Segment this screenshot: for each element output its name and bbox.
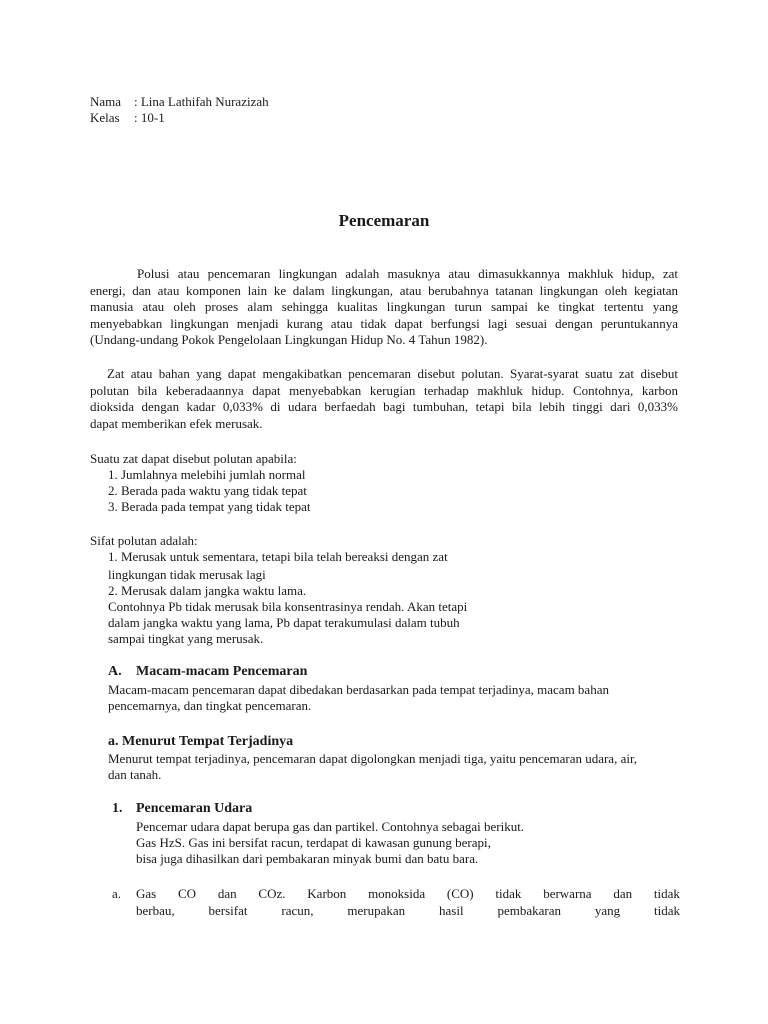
item-a-line-2 [136,903,680,920]
properties-intro: Sifat polutan adalah: [90,533,198,548]
word: hasil [439,903,464,918]
paragraph-line: Polusi atau pencemaran lingkungan adalah masuknya atau dimasukkannya makhluk hidup, zat [137,266,678,281]
item-a-line-1 [136,886,680,903]
section-1-marker: 1. [112,801,123,816]
word: tidak [653,886,680,901]
paragraph-pollutant [90,366,678,432]
paragraph-line: Zat atau bahan yang dapat mengakibatkan pencemaran disebut polutan. Syarat-syarat suatu zat disebut [107,366,678,381]
section-a-marker: A. [108,664,122,679]
name-row [90,94,269,111]
word: monoksida [368,886,426,901]
list-item: dalam jangka waktu yang lama, Pb dapat terakumulasi dalam tubuh [108,615,460,630]
section-1-line: bisa juga dihasilkan dari pembakaran minyak bumi dan batu bara. [136,851,479,866]
paragraph-line: polutan bila keberadaannya dapat menyebabkan kerugian terhadap makhluk hidup. Contohnya, karbon [90,382,678,398]
subsection-a-line: Menurut tempat terjadinya, pencemaran dapat digolongkan menjadi tiga, yaitu pencemaran udara, air, [108,751,638,766]
name-label: Nama [90,94,122,109]
list-item: 3. Berada pada tempat yang tidak tepat [108,499,311,514]
word: bersifat [208,903,248,918]
conditions-intro: Suatu zat dapat disebut polutan apabila: [90,451,297,466]
word: tidak [495,886,522,901]
paragraph-line: dioksida dengan kadar 0,033% di udara berfaedah bagi tumbuhan, tetapi bila lebih tinggi dari 0,033% [90,399,678,414]
word: racun, [281,903,314,918]
class-value: : 10-1 [134,110,165,125]
word: Gas [136,886,157,901]
section-a-line: pencemarnya, dan tingkat pencemaran. [108,698,312,713]
word: COz. [258,886,286,901]
section-a-line: Macam-macam pencemaran dapat dibedakan berdasarkan pada tempat terjadinya, macam bahan [108,682,609,697]
class-label: Kelas [90,110,120,125]
word: berwarna [543,886,592,901]
class-row [90,110,165,127]
list-item: 1. Jumlahnya melebihi jumlah normal [108,467,306,482]
word: yang [594,903,621,918]
list-item: 1. Merusak untuk sementara, tetapi bila telah bereaksi dengan zat [108,549,448,564]
section-1-heading: Pencemaran Udara [136,801,253,816]
word: (CO) [446,886,474,901]
list-item: sampai tingkat yang merusak. [108,631,264,646]
paragraph-line: manusia atau oleh proses alam sehingga kualitas lingkungan turun sampai ke tingkat tertentu yang [90,299,678,314]
word: Karbon [307,886,347,901]
section-a-heading: Macam-macam Pencemaran [136,664,308,679]
paragraph-line: dapat memberikan efek merusak. [90,415,263,431]
subsection-a-line: dan tanah. [108,767,162,782]
name-value: : Lina Lathifah Nurazizah [134,94,269,109]
list-item: 2. Merusak dalam jangka waktu lama. [108,583,307,598]
word: berbau, [136,903,175,918]
word: merupakan [347,903,406,918]
subsection-a-heading: a. Menurut Tempat Terjadinya [108,734,294,749]
word: pembakaran [497,903,561,918]
word: dan [217,886,237,901]
word: tidak [654,903,680,918]
word: CO [178,886,197,901]
list-item: 2. Berada pada waktu yang tidak tepat [108,483,307,498]
word: dan [613,886,633,901]
section-1-line: Gas HzS. Gas ini bersifat racun, terdapat di kawasan gunung berapi, [136,835,491,850]
list-item: lingkungan tidak merusak lagi [108,567,266,582]
paragraph-line: (Undang-undang Pokok Pengelolaan Lingkungan Hidup No. 4 Tahun 1982). [90,332,488,347]
paragraph-line: menyebabkan lingkungan menjadi kurang atau tidak dapat berfungsi lagi sesuai dengan peruntukannya [90,315,678,331]
paragraph-definition [90,266,678,349]
paragraph-line: energi, dan atau komponen lain ke dalam lingkungan, atau berubahnya tatanan lingkungan oleh kegiatan [90,282,678,298]
list-item: Contohnya Pb tidak merusak bila konsentrasinya rendah. Akan tetapi [108,599,468,614]
section-1-line: Pencemar udara dapat berupa gas dan partikel. Contohnya sebagai berikut. [136,819,525,834]
page-title: Pencemaran [338,211,430,230]
item-a-marker: a. [112,886,122,901]
